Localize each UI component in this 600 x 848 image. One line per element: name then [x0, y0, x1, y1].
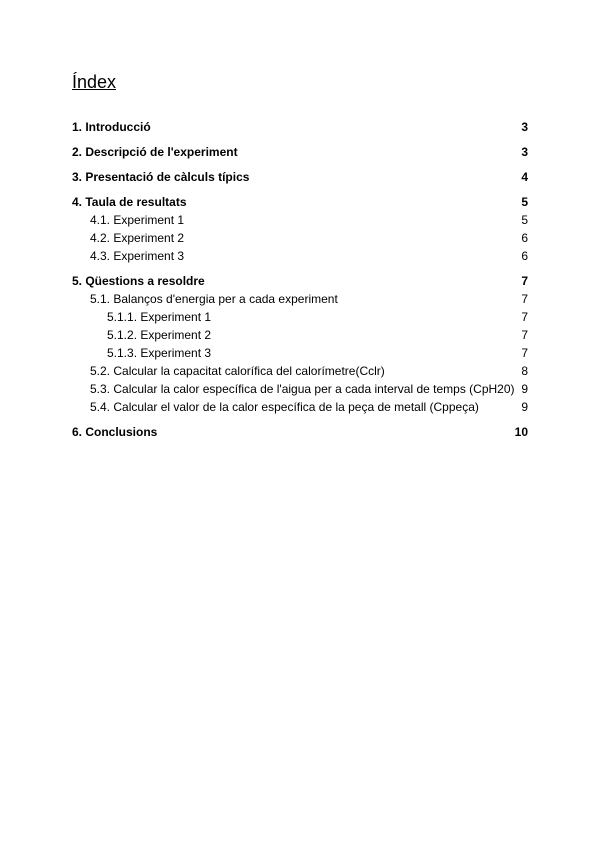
toc-entry-experiment-1[interactable] — [72, 211, 528, 229]
toc-entry-balanc-experiment-2[interactable] — [72, 326, 528, 344]
toc-entry-page: 7 — [521, 292, 528, 306]
toc-entry-page: 6 — [521, 231, 528, 245]
toc-entry-page: 10 — [514, 425, 528, 439]
document-page — [72, 70, 528, 441]
table-of-contents — [72, 118, 528, 441]
toc-entry-calor-especifica-aigua[interactable] — [72, 380, 528, 398]
toc-entry-capacitat-calorifica[interactable] — [72, 362, 528, 380]
toc-entry-page: 5 — [521, 213, 528, 227]
toc-title: Índex — [72, 72, 117, 92]
toc-entry-label: 5.3. Calcular la calor específica de l'aigua per a cada interval de temps (CpH20) — [90, 382, 515, 396]
toc-entry-label: 4. Taula de resultats — [72, 195, 187, 209]
toc-entry-experiment-3[interactable] — [72, 247, 528, 265]
toc-entry-balanc-experiment-1[interactable] — [72, 308, 528, 326]
toc-entry-page: 5 — [521, 195, 528, 209]
toc-entry-page: 4 — [521, 170, 528, 184]
toc-entry-label: 1. Introducció — [72, 120, 151, 134]
toc-entry-conclusions[interactable] — [72, 423, 528, 441]
toc-entry-page: 6 — [521, 249, 528, 263]
toc-entry-questions[interactable] — [72, 272, 528, 290]
toc-entry-label: 4.2. Experiment 2 — [90, 231, 185, 245]
toc-entry-balanc-experiment-3[interactable] — [72, 344, 528, 362]
toc-entry-label: 3. Presentació de càlculs típics — [72, 170, 250, 184]
toc-entry-page: 7 — [521, 346, 528, 360]
toc-entry-label: 5.1.1. Experiment 1 — [107, 310, 212, 324]
toc-entry-page: 9 — [521, 400, 528, 414]
toc-entry-label: 4.3. Experiment 3 — [90, 249, 185, 263]
toc-entry-descripcio[interactable] — [72, 143, 528, 161]
toc-entry-label: 5. Qüestions a resoldre — [72, 274, 205, 288]
toc-entry-calculs[interactable] — [72, 168, 528, 186]
toc-entry-page: 3 — [521, 145, 528, 159]
toc-entry-label: 5.1. Balanços d'energia per a cada experiment — [90, 292, 338, 306]
toc-entry-label: 5.2. Calcular la capacitat calorífica del calorímetre(Cclr) — [90, 364, 385, 378]
toc-entry-label: 5.4. Calcular el valor de la calor específica de la peça de metall (Cppeça) — [90, 400, 479, 414]
toc-entry-label: 5.1.3. Experiment 3 — [107, 346, 212, 360]
toc-entry-page: 3 — [521, 120, 528, 134]
toc-entry-calor-especifica-metall[interactable] — [72, 398, 528, 416]
toc-entry-label: 2. Descripció de l'experiment — [72, 145, 238, 159]
toc-entry-taula[interactable] — [72, 193, 528, 211]
toc-entry-introduccio[interactable] — [72, 118, 528, 136]
toc-entry-label: 6. Conclusions — [72, 425, 158, 439]
toc-entry-page: 7 — [521, 274, 528, 288]
toc-entry-page: 7 — [521, 310, 528, 324]
toc-entry-page: 7 — [521, 328, 528, 342]
toc-entry-label: 4.1. Experiment 1 — [90, 213, 185, 227]
toc-entry-balancos[interactable] — [72, 290, 528, 308]
toc-entry-experiment-2[interactable] — [72, 229, 528, 247]
toc-entry-page: 8 — [521, 364, 528, 378]
toc-entry-label: 5.1.2. Experiment 2 — [107, 328, 212, 342]
toc-entry-page: 9 — [521, 382, 528, 396]
